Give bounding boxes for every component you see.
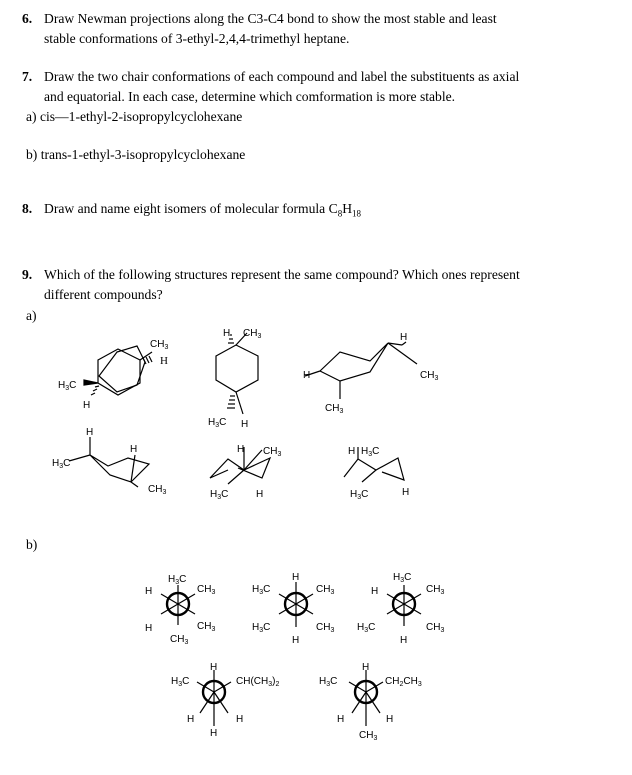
svg-text:H: H — [210, 662, 218, 673]
newman-4 — [171, 662, 279, 739]
question-text: Draw the two chair conformations of each compound and label the substituents as axial and equatorial. In each case, determine which comformation is more stable. — [44, 69, 520, 104]
question-text: Which of the following structures represent the same compound? Which ones represent different compounds? — [44, 267, 520, 302]
question-7b: b) trans-1-ethyl-3-isopropylcyclohexane — [26, 147, 246, 162]
question-number: 6. — [22, 11, 33, 26]
svg-text:H: H — [86, 427, 94, 438]
svg-text:H: H — [130, 444, 138, 455]
svg-text:H: H — [292, 572, 300, 583]
newman-2 — [252, 572, 334, 646]
svg-text:H: H — [371, 586, 379, 597]
question-text: Draw and name eight isomers of molecular formula $C_8H_{18}$ — [44, 201, 362, 219]
question-number: 9. — [22, 267, 33, 282]
h3c-label: $H_3C$ — [58, 380, 77, 392]
svg-text:CH3: $CH_3$ — [197, 621, 216, 633]
svg-text:H: H — [362, 662, 370, 673]
svg-text:H: H — [145, 623, 153, 634]
svg-text:H3C: $H_3C$ — [252, 584, 271, 596]
structure-9a-2 — [208, 328, 261, 430]
svg-text:H: H — [400, 635, 408, 646]
svg-text:CH3: $CH_3$ — [263, 446, 282, 458]
svg-text:H: H — [348, 446, 356, 457]
structure-9a-1 — [58, 339, 168, 411]
svg-text:H: H — [292, 635, 300, 646]
svg-text:H: H — [402, 487, 410, 498]
svg-text:H: H — [237, 444, 245, 455]
svg-text:H: H — [337, 714, 345, 725]
structure-9a-5 — [210, 444, 281, 501]
svg-text:H3C: $H_3C$ — [171, 676, 190, 688]
question-number: 8. — [22, 201, 33, 216]
svg-text:H3C: $H_3C$ — [252, 622, 271, 634]
svg-text:H: H — [386, 714, 394, 725]
svg-text:CH2CH3: $CH_2CH_3$ — [385, 676, 422, 688]
svg-text:H3C: $H_3C$ — [357, 622, 376, 634]
svg-text:CH(CH3)2: $CH(CH_3)_2$ — [236, 676, 280, 688]
svg-text:H: H — [187, 714, 195, 725]
structure-9a-6 — [344, 446, 409, 501]
structure-9a-4 — [52, 427, 166, 496]
question-text: Draw Newman projections along the C3-C4 bond to show the most stable and least stable conformations of 3-ethyl-2,4,4-trimethyl heptane. — [44, 11, 497, 46]
svg-text:CH3: $CH_3$ — [197, 584, 216, 596]
newman-1 — [145, 574, 215, 646]
ch3-label: $CH_3$ — [150, 339, 169, 351]
svg-text:H: H — [241, 419, 249, 430]
svg-text:H: H — [145, 586, 153, 597]
newman-5 — [319, 662, 422, 742]
svg-text:CH3: $CH_3$ — [359, 730, 378, 742]
question-9a-label: a) — [26, 308, 37, 323]
svg-text:CH3: $CH_3$ — [316, 622, 335, 634]
svg-text:H3C: $H_3C$ — [52, 458, 71, 470]
svg-text:CH3: $CH_3$ — [426, 622, 445, 634]
svg-text:H3C: $H_3C$ — [393, 572, 412, 584]
svg-text:CH3: $CH_3$ — [316, 584, 335, 596]
svg-text:H3C: $H_3C$ — [210, 489, 229, 501]
svg-text:H: H — [303, 370, 311, 381]
svg-text:H: H — [223, 328, 231, 339]
svg-text:CH3: $CH_3$ — [243, 328, 262, 340]
svg-text:H: H — [400, 332, 408, 343]
structure-9a-3 — [303, 332, 438, 415]
svg-text:CH3: $CH_3$ — [170, 634, 189, 646]
svg-text:H3C: $H_3C$ — [361, 446, 380, 458]
svg-text:H: H — [160, 355, 168, 367]
svg-text:H: H — [83, 400, 91, 411]
svg-text:CH3: $CH_3$ — [426, 584, 445, 596]
question-7a: a) cis—1-ethyl-2-isopropylcyclohexane — [26, 109, 243, 124]
svg-text:H3C: $H_3C$ — [350, 489, 369, 501]
svg-text:H: H — [236, 714, 244, 725]
svg-text:H3C: $H_3C$ — [168, 574, 187, 586]
newman-3 — [357, 572, 444, 646]
question-9b-label: b) — [26, 537, 38, 552]
svg-text:H3C: $H_3C$ — [319, 676, 338, 688]
svg-text:CH3: $CH_3$ — [325, 403, 344, 415]
svg-text:H: H — [210, 728, 218, 739]
svg-text:H3C: $H_3C$ — [208, 417, 227, 429]
svg-text:CH3: $CH_3$ — [420, 370, 439, 382]
svg-text:CH3: $CH_3$ — [148, 484, 167, 496]
svg-text:H: H — [256, 489, 264, 500]
question-number: 7. — [22, 69, 33, 84]
